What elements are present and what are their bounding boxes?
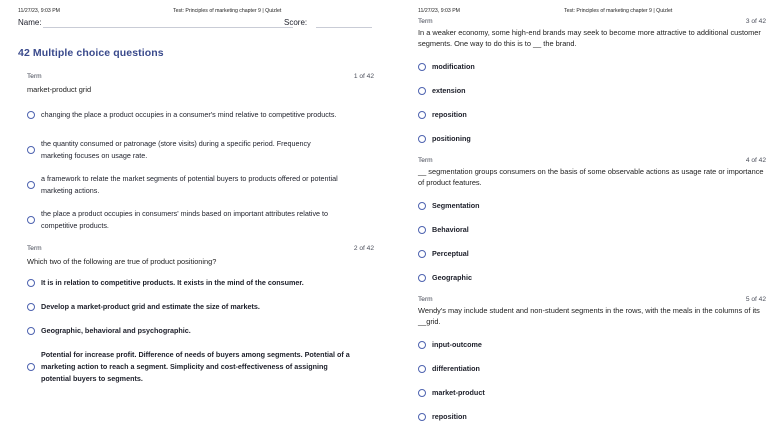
radio-icon[interactable]: [27, 111, 35, 119]
answer-option[interactable]: [27, 295, 374, 319]
answer-option[interactable]: [418, 55, 766, 79]
answer-option[interactable]: [418, 405, 766, 429]
section-title: 42 Multiple choice questions: [18, 47, 164, 59]
term-label: Term: [418, 296, 433, 303]
term-label: Term: [27, 73, 42, 80]
answer-option[interactable]: [418, 381, 766, 405]
option-text: reposition: [432, 110, 467, 119]
radio-icon[interactable]: [27, 216, 35, 224]
question-number: 3 of 42: [745, 18, 766, 25]
question-stem: Wendy's may include student and non-student segments in the rows, with the meals in the columns of its __grid.: [418, 306, 760, 326]
question-1: [18, 71, 374, 237]
question-number: 5 of 42: [745, 296, 766, 303]
question-stem: __ segmentation groups consumers on the basis of some observable actions as usage rate or importance of product features.: [418, 167, 764, 187]
option-text: differentiation: [432, 364, 480, 373]
question-stem: In a weaker economy, some high-end brands may seek to become more attractive to additional customer segments. One way to do this is to __ the brand.: [418, 28, 761, 48]
question-4: [418, 155, 766, 290]
radio-icon[interactable]: [418, 389, 426, 397]
score-line[interactable]: [316, 27, 372, 28]
option-text: the place a product occupies in consumers' minds based on important attributes relative to competitive products.: [41, 208, 329, 230]
option-text: reposition: [432, 412, 467, 421]
option-text: extension: [432, 86, 466, 95]
option-text: Potential for increase profit. Difference of needs of buyers among segments. Potential of a marketing action to reach a segment. Simplicity and cost-effectiveness of assigning potential buyers to segments.: [41, 350, 350, 383]
term-label: Term: [418, 18, 433, 25]
option-text: market-product: [432, 388, 485, 397]
option-text: Segmentation: [432, 201, 480, 210]
radio-icon[interactable]: [27, 303, 35, 311]
answer-option[interactable]: [27, 132, 374, 167]
radio-icon[interactable]: [418, 365, 426, 373]
answer-option[interactable]: [418, 357, 766, 381]
radio-icon[interactable]: [27, 181, 35, 189]
page-right: [392, 0, 784, 441]
option-text: a framework to relate the market segments of potential buyers to products offered or potential marketing actions.: [41, 173, 338, 195]
radio-icon[interactable]: [27, 363, 35, 371]
option-text: Behavioral: [432, 225, 469, 234]
radio-icon[interactable]: [418, 250, 426, 258]
answer-option[interactable]: [418, 79, 766, 103]
answer-option[interactable]: [27, 167, 374, 202]
question-number: 2 of 42: [353, 245, 374, 252]
option-text: It is in relation to competitive products. It exists in the mind of the consumer.: [41, 278, 304, 287]
radio-icon[interactable]: [418, 341, 426, 349]
answer-option[interactable]: [418, 103, 766, 127]
option-text: Develop a market-product grid and estimate the size of markets.: [41, 302, 260, 311]
question-3: [418, 16, 766, 151]
radio-icon[interactable]: [418, 63, 426, 71]
question-2: [18, 243, 374, 391]
radio-icon[interactable]: [418, 135, 426, 143]
answer-option[interactable]: [27, 319, 374, 343]
score-label: Score:: [284, 18, 308, 27]
doc-title: Test: Principles of marketing chapter 9 | Quizlet: [564, 8, 673, 14]
radio-icon[interactable]: [418, 274, 426, 282]
question-stem: Which two of the following are true of product positioning?: [27, 257, 217, 266]
answer-option[interactable]: [418, 218, 766, 242]
answer-option[interactable]: [418, 242, 766, 266]
question-stem: market-product grid: [27, 85, 92, 94]
doc-title: Test: Principles of marketing chapter 9 | Quizlet: [173, 8, 282, 14]
option-text: Geographic: [432, 273, 472, 282]
print-header: [18, 0, 374, 12]
answer-option[interactable]: [27, 97, 374, 132]
radio-icon[interactable]: [418, 202, 426, 210]
answer-option[interactable]: [418, 194, 766, 218]
answer-option[interactable]: [418, 127, 766, 151]
timestamp: 11/27/23, 9:03 PM: [18, 8, 61, 14]
radio-icon[interactable]: [418, 111, 426, 119]
name-score-row: [18, 18, 374, 32]
answer-option[interactable]: [418, 333, 766, 357]
radio-icon[interactable]: [27, 327, 35, 335]
name-label: Name:: [18, 18, 42, 27]
question-number: 1 of 42: [353, 73, 374, 80]
option-text: modification: [432, 62, 475, 71]
print-header: [418, 0, 766, 12]
option-text: input-outcome: [432, 340, 482, 349]
term-label: Term: [418, 157, 433, 164]
radio-icon[interactable]: [418, 87, 426, 95]
answer-option[interactable]: [27, 271, 374, 295]
radio-icon[interactable]: [418, 226, 426, 234]
option-text: the quantity consumed or patronage (store visits) during a specific period. Frequency marketing focuses on usage rate.: [41, 138, 311, 160]
option-text: Geographic, behavioral and psychographic.: [41, 326, 191, 335]
answer-option[interactable]: [27, 202, 374, 237]
question-5: [418, 294, 766, 429]
timestamp: 11/27/23, 9:03 PM: [418, 8, 461, 14]
term-label: Term: [27, 245, 42, 252]
radio-icon[interactable]: [27, 279, 35, 287]
answer-option[interactable]: [418, 266, 766, 290]
option-text: Perceptual: [432, 249, 469, 258]
option-text: positioning: [432, 134, 471, 143]
answer-option[interactable]: [27, 343, 374, 391]
option-text: changing the place a product occupies in a consumer's mind relative to competitive products.: [41, 109, 337, 119]
question-number: 4 of 42: [745, 157, 766, 164]
name-line[interactable]: [43, 27, 293, 28]
radio-icon[interactable]: [418, 413, 426, 421]
radio-icon[interactable]: [27, 146, 35, 154]
